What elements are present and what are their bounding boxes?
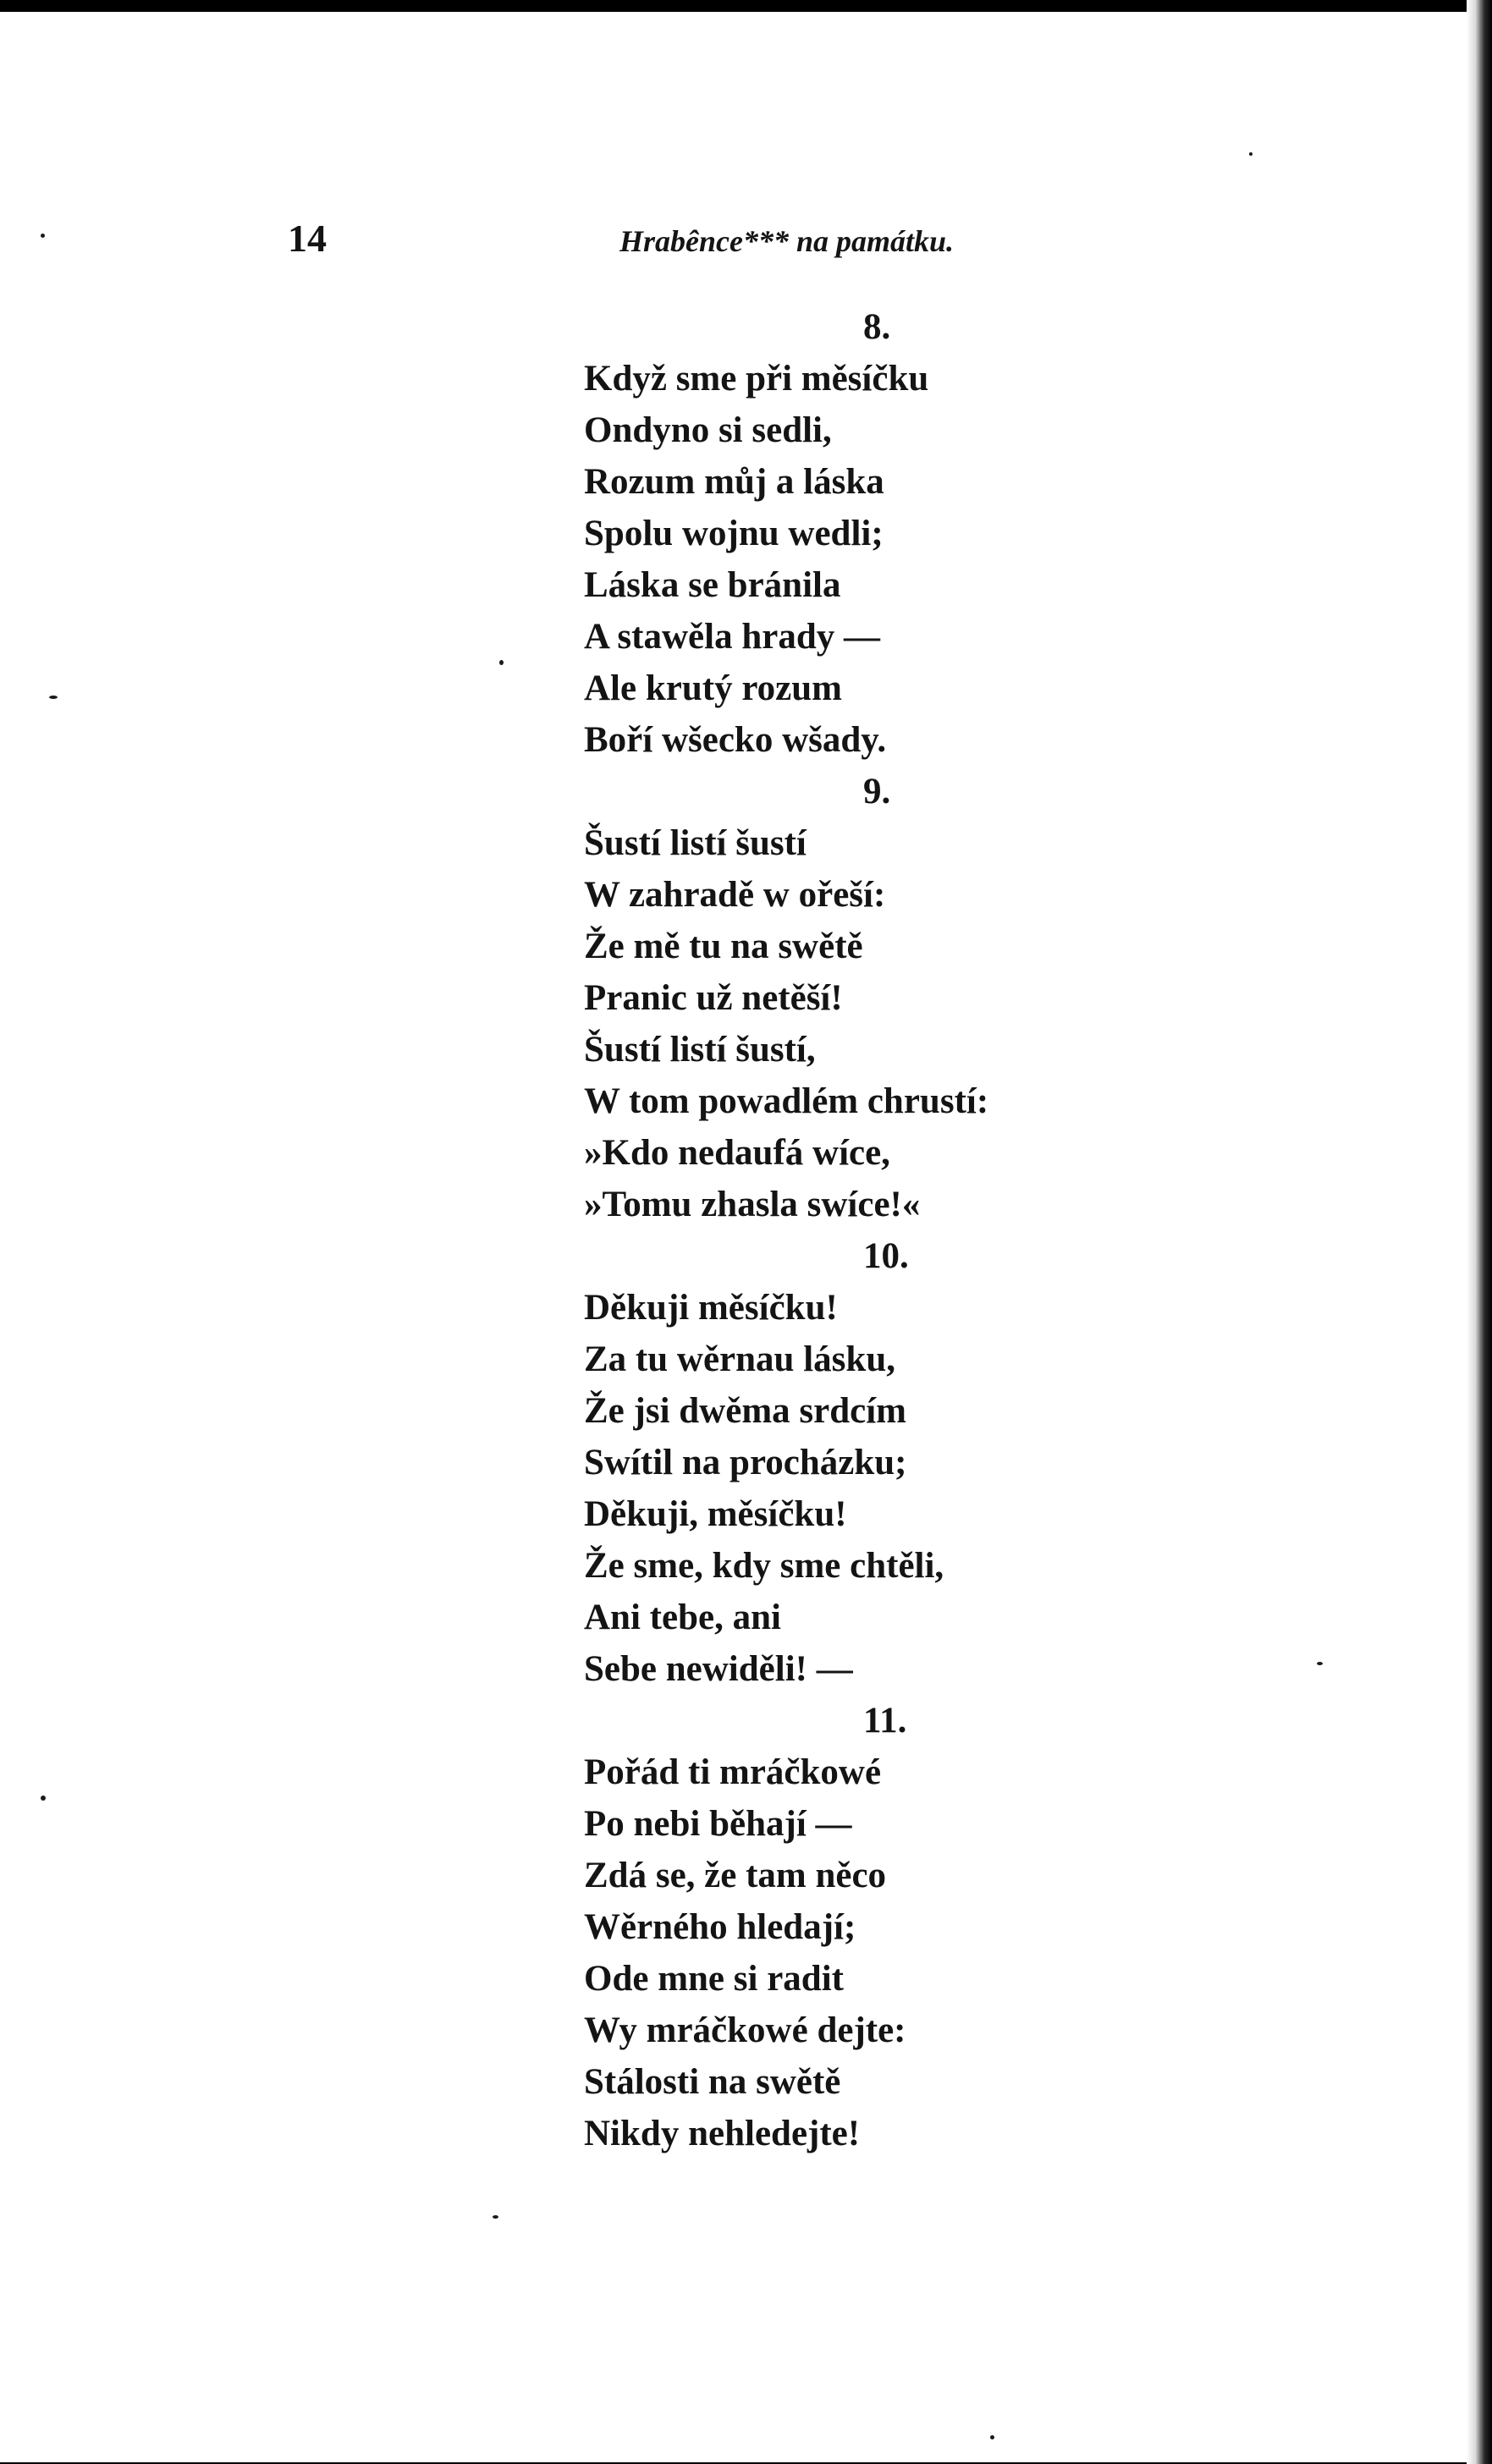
verse-line: Ondyno si sedli, <box>584 410 832 450</box>
page-top-edge <box>0 0 1492 12</box>
verse-line: »Tomu zhasla swíce!« <box>584 1185 921 1224</box>
verse-line: Láska se bránila <box>584 565 841 605</box>
verse-line: Za tu wěrnau lásku, <box>584 1339 895 1379</box>
running-head: Hrabênce*** na památku. <box>619 224 955 258</box>
verse-line: »Kdo nedaufá wíce, <box>584 1133 890 1173</box>
page-number: 14 <box>288 217 327 260</box>
verse-line: Boří wšecko wšady. <box>584 720 887 760</box>
verse-line: Děkuji, měsíčku! <box>584 1494 847 1534</box>
verse-line: Sebe newiděli! — <box>584 1649 853 1689</box>
print-speck <box>499 660 504 665</box>
verse-line: Po nebi běhají — <box>584 1804 852 1844</box>
page-right-edge <box>1467 0 1492 2464</box>
stanza-10 <box>584 1230 1193 1695</box>
stanza-number: 8. <box>863 307 891 347</box>
verse-line: Wěrného hledají; <box>584 1907 856 1947</box>
verse-line: A stawěla hrady — <box>584 617 880 657</box>
verse-line: Že sme, kdy sme chtěli, <box>584 1546 944 1586</box>
print-speck <box>41 234 45 238</box>
verse-line: Spolu wojnu wedli; <box>584 514 884 553</box>
verse-line: Zdá se, že tam něco <box>584 1856 887 1895</box>
stanza-11 <box>584 1695 1193 2159</box>
print-speck <box>1317 1662 1323 1665</box>
stanza-8 <box>584 301 1193 766</box>
verse-line: Wy mráčkowé dejte: <box>584 2010 906 2050</box>
print-speck <box>41 1796 46 1801</box>
stanza-number: 9. <box>863 772 891 811</box>
verse-line: Děkuji měsíčku! <box>584 1288 838 1328</box>
print-speck <box>49 696 58 699</box>
stanza-9 <box>584 766 1193 1230</box>
verse-line: Rozum můj a láska <box>584 462 884 502</box>
page-header <box>288 215 1185 266</box>
poem <box>584 301 1193 2159</box>
verse-line: Ani tebe, ani <box>584 1598 781 1637</box>
print-speck <box>990 2435 994 2439</box>
verse-line: W tom powadlém chrustí: <box>584 1081 989 1121</box>
verse-line: Že mě tu na swětě <box>584 927 863 966</box>
verse-line: Stálosti na swětě <box>584 2062 841 2102</box>
print-speck <box>1249 152 1253 156</box>
verse-line: Nikdy nehledejte! <box>584 2114 861 2153</box>
book-page <box>0 12 1478 2462</box>
verse-line: Pranic už netěší! <box>584 978 843 1018</box>
stanza-number: 11. <box>863 1701 907 1741</box>
verse-line: Ale krutý rozum <box>584 668 842 708</box>
verse-line: Pořád ti mráčkowé <box>584 1752 882 1792</box>
verse-line: Ode mne si radit <box>584 1959 844 1999</box>
stanza-number: 10. <box>863 1236 909 1276</box>
verse-line: W zahradě w ořeší: <box>584 875 886 915</box>
print-speck <box>493 2215 498 2219</box>
verse-line: Když sme při měsíčku <box>584 359 929 399</box>
verse-line: Šustí listí šustí, <box>584 1030 816 1070</box>
verse-line: Šustí listí šustí <box>584 823 807 863</box>
verse-line: Že jsi dwěma srdcím <box>584 1391 906 1431</box>
verse-line: Swítil na procházku; <box>584 1443 907 1482</box>
